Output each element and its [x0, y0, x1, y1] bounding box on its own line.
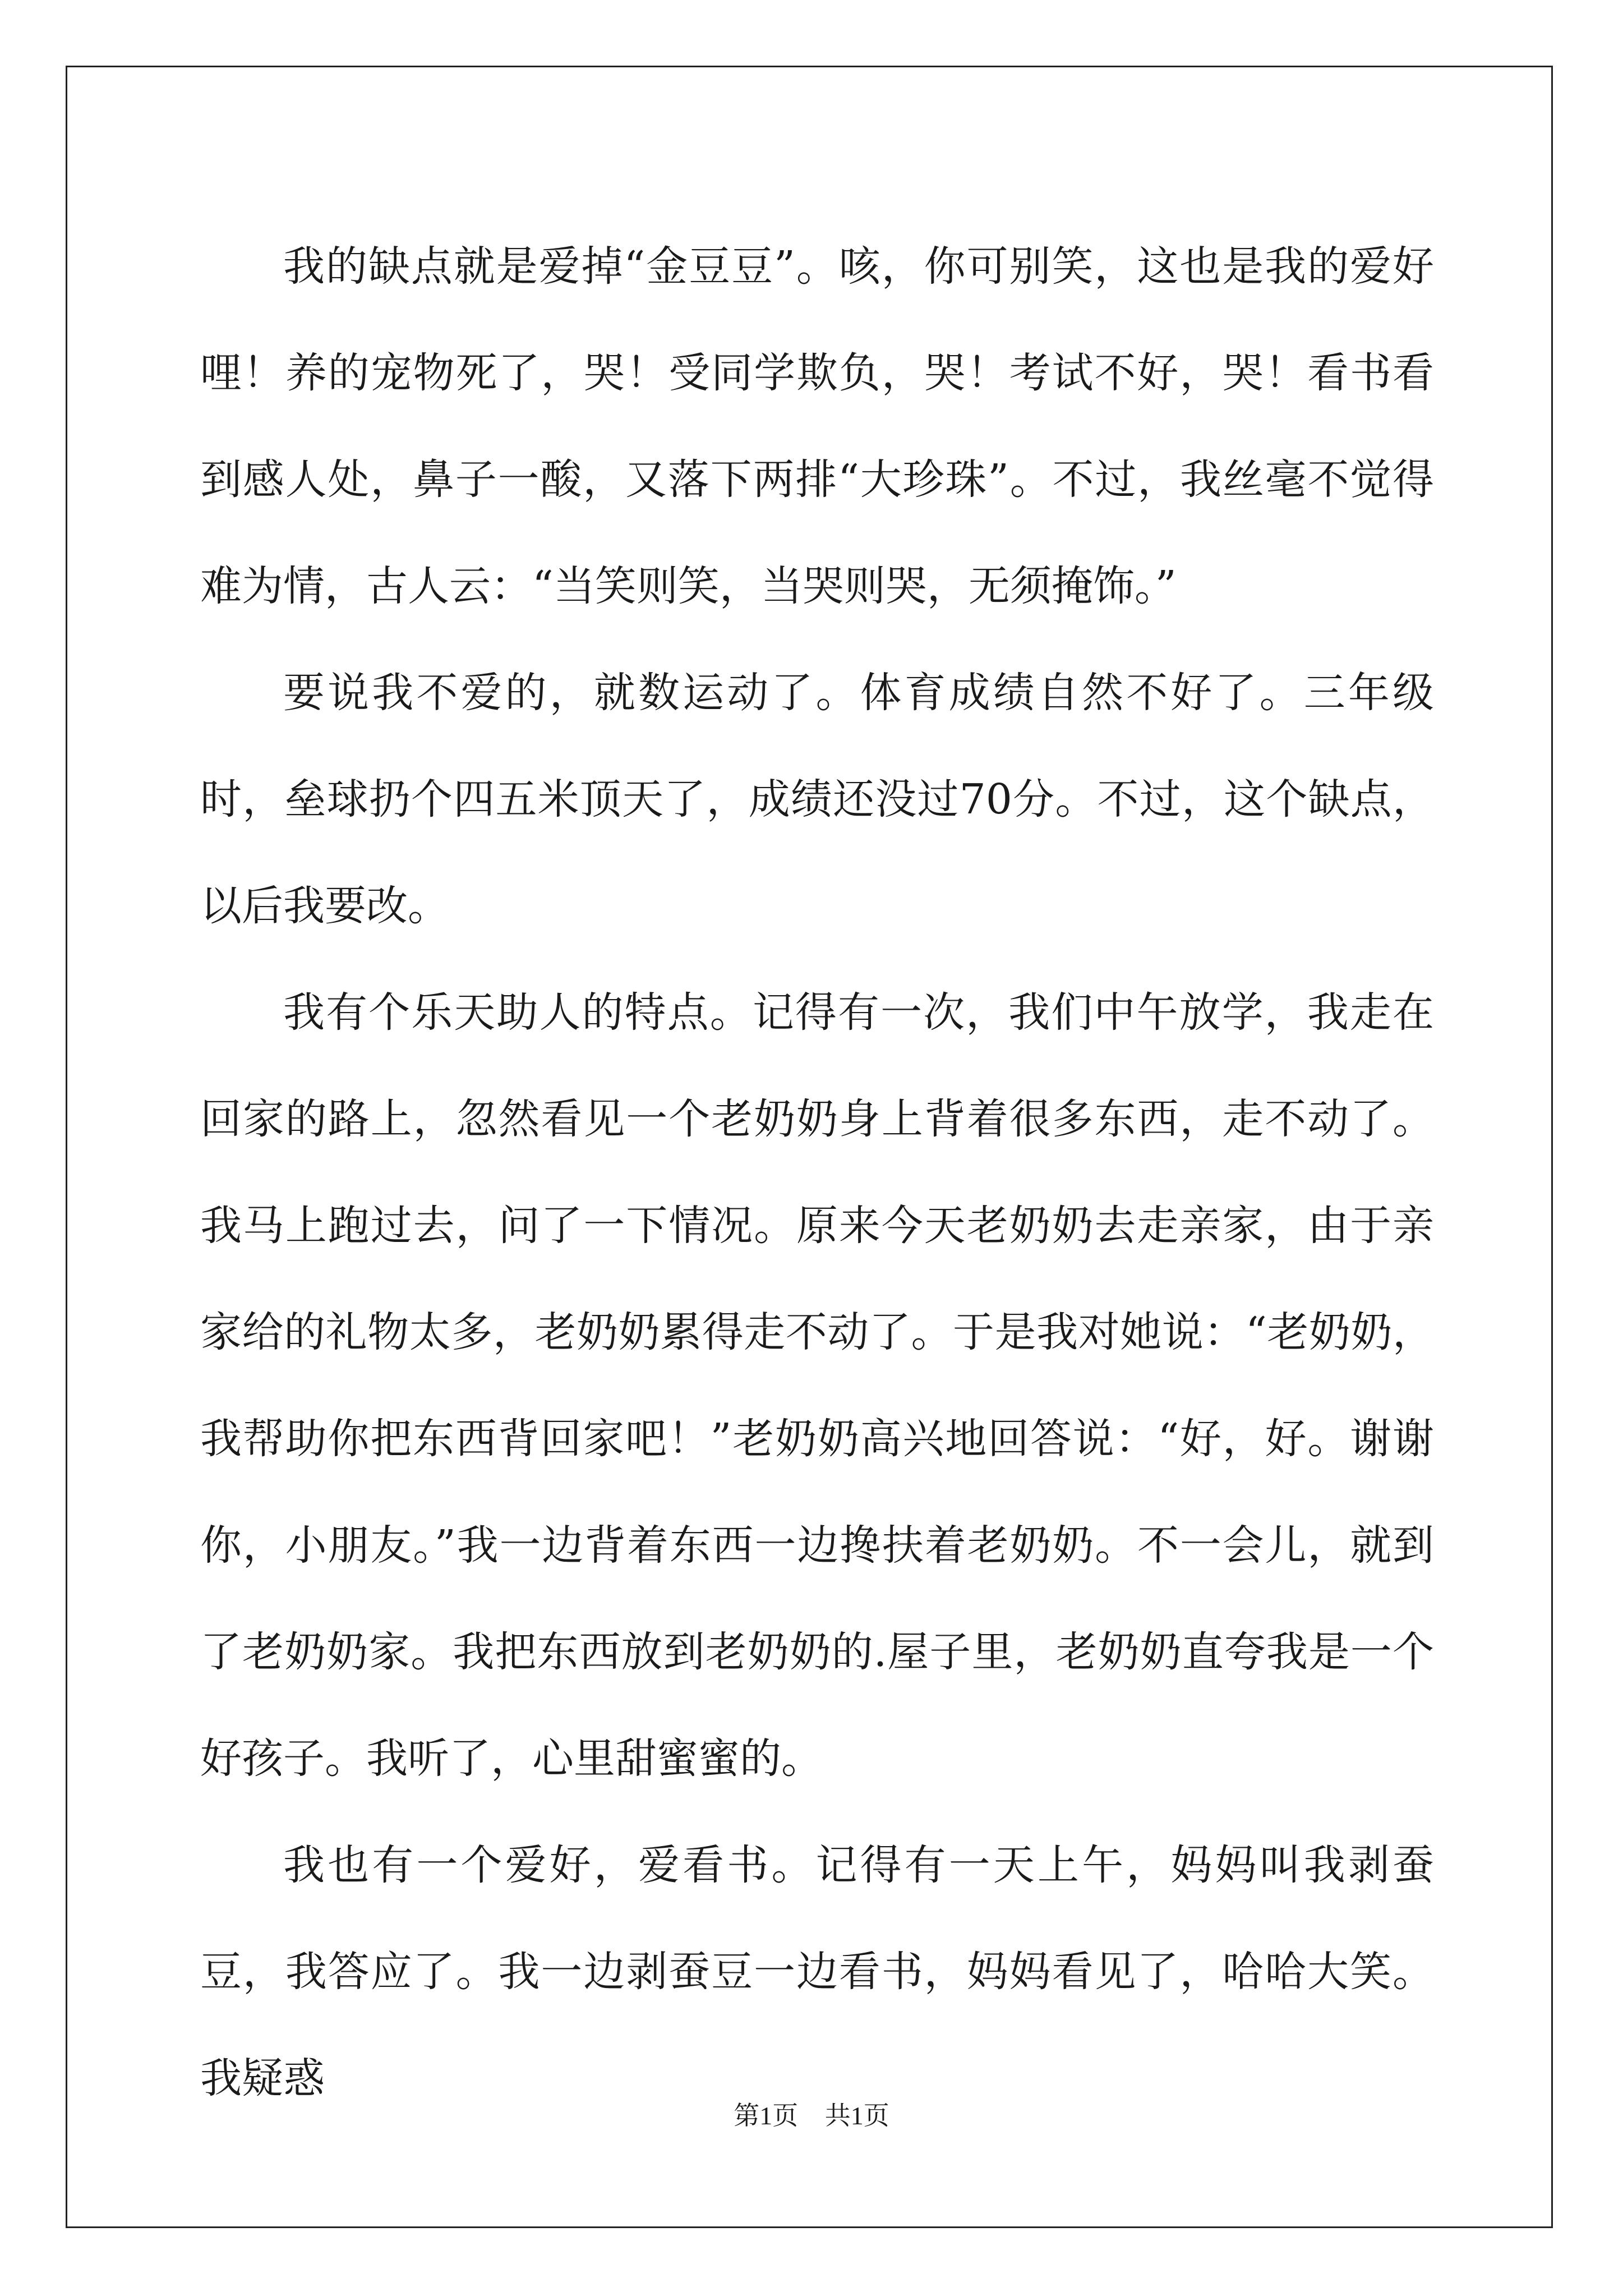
- page-number: 第1页: [734, 2101, 799, 2130]
- paragraph-reading: 我也有一个爱好，爱看书。记得有一天上午，妈妈叫我剥蚕豆，我答应了。我一边剥蚕豆一边看书，妈妈看见了，哈哈大笑。我疑惑: [200, 1841, 1434, 2102]
- paragraph-crying: 我的缺点就是爱掉“金豆豆”。咳，你可别笑，这也是我的爱好哩！养的宠物死了，哭！受同学欺负，哭！考试不好，哭！看书看到感人处，鼻子一酸，又落下两排“大珍珠”。不过，我丝毫不觉得难为情，古人云：“当笑则笑，当哭则哭，无须掩饰。”: [200, 242, 1434, 610]
- document-body: [200, 213, 1434, 2132]
- paragraph-sports: 要说我不爱的，就数运动了。体育成绩自然不好了。三年级时，垒球扔个四五米顶天了，成绩还没过70分。不过，这个缺点，以后我要改。: [200, 669, 1434, 930]
- page-footer: [0, 2095, 1623, 2132]
- page-total: 共1页: [824, 2101, 889, 2130]
- paragraph-helping: 我有个乐天助人的特点。记得有一次，我们中午放学，我走在回家的路上，忽然看见一个老奶奶身上背着很多东西，走不动了。我马上跑过去，问了一下情况。原来今天老奶奶去走亲家，由于亲家给的礼物太多，老奶奶累得走不动了。于是我对她说：“老奶奶，我帮助你把东西背回家吧！”老奶奶高兴地回答说：“好，好。谢谢你，小朋友。”我一边背着东西一边搀扶着老奶奶。不一会儿，就到了老奶奶家。我把东西放到老奶奶的.屋子里，老奶奶直夸我是一个好孩子。我听了，心里甜蜜蜜的。: [200, 988, 1434, 1783]
